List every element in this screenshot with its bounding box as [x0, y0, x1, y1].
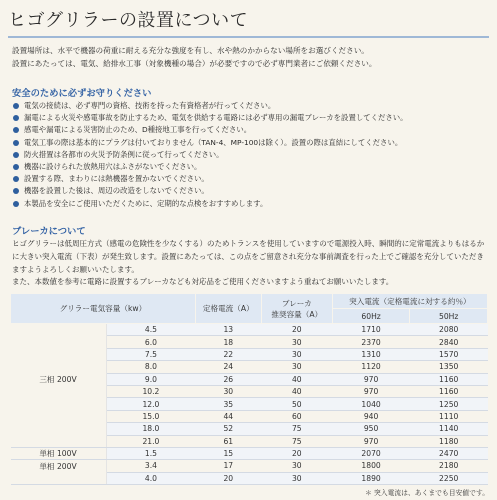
intro-text [12, 44, 487, 70]
cell-breaker: 75 [261, 423, 332, 435]
cell-breaker: 30 [261, 460, 332, 472]
cell-kw: 9.0 [106, 373, 195, 385]
cell-rated: 24 [195, 361, 261, 373]
table-row [11, 410, 488, 422]
cell-hz50: 1250 [410, 398, 488, 410]
list-item: 電気工事の際は基本的にプラグは付いておりません（TAN-4、MP-100は除く）。設置の際は直結にしてください。 [12, 137, 492, 149]
cell-breaker: 20 [261, 447, 332, 459]
group-label [11, 348, 107, 360]
cell-hz60: 970 [332, 435, 410, 447]
table-row [11, 336, 488, 348]
cell-kw: 3.4 [106, 460, 195, 472]
table-row [11, 373, 488, 385]
cell-hz60: 970 [332, 373, 410, 385]
cell-hz50: 2250 [410, 472, 488, 484]
cell-hz50: 2080 [410, 324, 488, 336]
group-label [11, 398, 107, 410]
cell-rated: 35 [195, 398, 261, 410]
bullet-icon [13, 140, 19, 146]
cell-hz50: 1180 [410, 435, 488, 447]
safety-heading: 安全のために必ずお守りください [12, 88, 152, 99]
cell-kw: 4.0 [106, 472, 195, 484]
intro-line: 設置にあたっては、電気、給排水工事（対象機種の場合）が必要ですので必ず専門業者にご依頼ください。 [12, 59, 377, 68]
cell-rated: 17 [195, 460, 261, 472]
cell-rated: 52 [195, 423, 261, 435]
group-label [11, 435, 107, 447]
table-row [11, 447, 488, 459]
table-row [11, 385, 488, 397]
cell-hz60: 2370 [332, 336, 410, 348]
group-label: 三相 200V [11, 373, 107, 385]
table-row [11, 423, 488, 435]
cell-breaker: 30 [261, 361, 332, 373]
group-label [11, 385, 107, 397]
table-row [11, 472, 488, 484]
cell-hz50: 1350 [410, 361, 488, 373]
header-rated: 定格電流（A） [195, 294, 261, 324]
group-label [11, 423, 107, 435]
cell-breaker: 75 [261, 435, 332, 447]
breaker-paragraph: ヒゴグリラーは低周圧方式（感電の危険性を少なくする）のためトランスを使用していますので電源投入時、瞬間的に定常電流よりもはるかに大きい突入電流（下表）が発生致します。設置にあたっては、この点をご留意され充分な事前調査を行った上でご確認を充分していただきますようよろしくお願いいたします。 また、本数値を参考に電路に設置するブレーカなども対応品をご使用くださいますよう重ねてお願いいたします。 [12, 239, 485, 287]
cell-rated: 61 [195, 435, 261, 447]
header-60hz: 60Hz [332, 309, 410, 324]
cell-hz60: 1310 [332, 348, 410, 360]
group-label [11, 410, 107, 422]
footnote: ＊ 突入電流は、あくまでも目安値です。 [365, 489, 489, 497]
cell-rated: 30 [195, 385, 261, 397]
cell-kw: 21.0 [106, 435, 195, 447]
cell-hz60: 950 [332, 423, 410, 435]
breaker-heading: ブレーカについて [12, 226, 86, 237]
cell-hz60: 1800 [332, 460, 410, 472]
bullet-icon [13, 103, 19, 109]
cell-hz50: 2180 [410, 460, 488, 472]
cell-kw: 1.5 [106, 447, 195, 459]
cell-hz50: 1160 [410, 385, 488, 397]
group-label: 単相 100V [11, 447, 107, 459]
cell-rated: 13 [195, 324, 261, 336]
cell-kw: 8.0 [106, 361, 195, 373]
cell-rated: 15 [195, 447, 261, 459]
cell-hz60: 970 [332, 385, 410, 397]
page-title: ヒゴグリラーの設置について [8, 6, 489, 38]
cell-kw: 6.0 [106, 336, 195, 348]
cell-kw: 12.0 [106, 398, 195, 410]
cell-breaker: 30 [261, 472, 332, 484]
table-row [11, 435, 488, 447]
cell-hz60: 1120 [332, 361, 410, 373]
cell-rated: 26 [195, 373, 261, 385]
inrush-table [10, 293, 488, 485]
bullet-icon [13, 201, 19, 207]
bullet-icon [13, 188, 19, 194]
table-row [11, 324, 488, 336]
table-row [11, 460, 488, 472]
bullet-icon [13, 127, 19, 133]
table-body [11, 324, 488, 485]
cell-kw: 4.5 [106, 324, 195, 336]
cell-breaker: 30 [261, 336, 332, 348]
cell-rated: 18 [195, 336, 261, 348]
cell-hz60: 1890 [332, 472, 410, 484]
cell-kw: 15.0 [106, 410, 195, 422]
bullet-icon [13, 152, 19, 158]
cell-hz60: 940 [332, 410, 410, 422]
cell-breaker: 60 [261, 410, 332, 422]
group-label [11, 472, 107, 484]
list-item: 機器を設置した後は、周辺の改造をしないでください。 [12, 185, 492, 197]
list-item: 電気の接続は、必ず専門の資格、技術を持った有資格者が行ってください。 [12, 100, 492, 112]
group-label [11, 324, 107, 336]
list-item: 漏電による火災や感電事故を防止するため、電気を供給する電路には必ず専用の漏電ブレーカを設置してください。 [12, 112, 492, 124]
cell-hz60: 1710 [332, 324, 410, 336]
safety-list [12, 100, 492, 210]
list-item: 機器に設けられた放熱用穴はふさがないでください。 [12, 161, 492, 173]
cell-hz50: 1570 [410, 348, 488, 360]
group-label [11, 336, 107, 348]
bullet-icon [13, 115, 19, 121]
cell-rated: 44 [195, 410, 261, 422]
header-50hz: 50Hz [410, 309, 488, 324]
bullet-icon [13, 176, 19, 182]
cell-hz50: 2840 [410, 336, 488, 348]
list-item: 感電や漏電による災害防止のため、D種接地工事を行ってください。 [12, 124, 492, 136]
table-row [11, 398, 488, 410]
cell-kw: 18.0 [106, 423, 195, 435]
table-row [11, 361, 488, 373]
cell-hz50: 2470 [410, 447, 488, 459]
cell-hz60: 2070 [332, 447, 410, 459]
intro-line: 設置場所は、水平で機器の荷重に耐える充分な強度を有し、水や熱のかからない場所をお選びください。 [12, 46, 369, 55]
group-label: 単相 200V [11, 460, 107, 472]
list-item: 設置する際、まわりには熱機器を置かないでください。 [12, 173, 492, 185]
cell-breaker: 50 [261, 398, 332, 410]
cell-breaker: 40 [261, 373, 332, 385]
cell-hz50: 1110 [410, 410, 488, 422]
cell-hz50: 1140 [410, 423, 488, 435]
cell-hz50: 1160 [410, 373, 488, 385]
list-item: 本製品を安全にご使用いただくために、定期的な点検をおすすめします。 [12, 198, 492, 210]
list-item: 防火措置は各都市の火災予防条例に従って行ってください。 [12, 149, 492, 161]
cell-hz60: 1040 [332, 398, 410, 410]
header-inrush: 突入電流（定格電流に対する約％） [332, 294, 487, 309]
cell-rated: 22 [195, 348, 261, 360]
bullet-icon [13, 164, 19, 170]
cell-kw: 10.2 [106, 385, 195, 397]
group-label [11, 361, 107, 373]
table-row [11, 348, 488, 360]
cell-breaker: 30 [261, 348, 332, 360]
cell-kw: 7.5 [106, 348, 195, 360]
header-breaker: ブレーカ 推奨容量（A） [261, 294, 332, 324]
cell-rated: 20 [195, 472, 261, 484]
cell-breaker: 20 [261, 324, 332, 336]
cell-breaker: 40 [261, 385, 332, 397]
header-capacity: グリラー電気容量（kw） [11, 294, 196, 324]
